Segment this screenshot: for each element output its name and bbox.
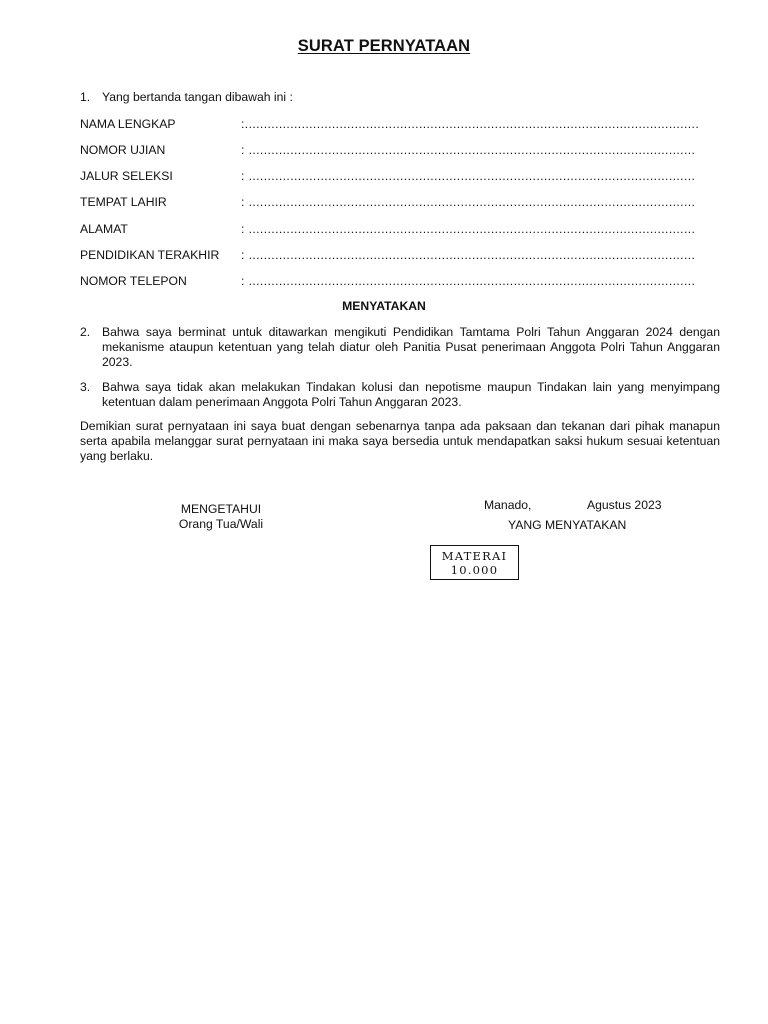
signature-left-line1: MENGETAHUI	[180, 502, 262, 516]
field-jalur-seleksi	[80, 169, 720, 185]
field-label: NAMA LENGKAP	[80, 117, 176, 131]
materai-stamp-box	[430, 545, 519, 580]
statement-point-2	[80, 325, 720, 370]
field-label: ALAMAT	[80, 222, 128, 236]
stamp-line2: 10.000	[450, 563, 499, 577]
field-value: : ......................................................................................................................	[241, 195, 696, 209]
intro-number: 1.	[80, 90, 91, 104]
field-value: : ......................................................................................................................	[241, 274, 696, 288]
field-nomor-ujian	[80, 143, 720, 159]
document-title: SURAT PERNYATAAN	[297, 37, 471, 55]
point-number: 3.	[80, 380, 91, 394]
field-value: : ......................................................................................................................	[241, 222, 696, 236]
intro-text: Yang bertanda tangan dibawah ini :	[102, 90, 293, 104]
signature-block-parent	[165, 502, 277, 532]
field-label: TEMPAT LAHIR	[80, 195, 167, 209]
field-nama-lengkap	[80, 117, 720, 133]
field-value: : ......................................................................................................................	[241, 143, 696, 157]
stamp-line1: MATERAI	[441, 549, 508, 563]
closing-paragraph: Demikian surat pernyataan ini saya buat dengan sebenarnya tanpa ada paksaan dan tekanan dari pihak manapun serta apabila melanggar surat pernyataan ini maka saya bersedia untuk mendapatkan saksi hukum sesuai ketentuan yang berlaku.	[80, 419, 720, 463]
point-text: Bahwa saya berminat untuk ditawarkan mengikuti Pendidikan Tamtama Polri Tahun Anggaran 2024 dengan mekanisme ataupun ketentuan yang telah diatur oleh Panitia Pusat penerimaan Anggota Polri Tahun Anggaran 2023.	[102, 325, 720, 369]
field-value: : ......................................................................................................................	[241, 248, 696, 262]
signature-left-line2: Orang Tua/Wali	[178, 517, 264, 531]
field-pendidikan-terakhir	[80, 248, 720, 264]
signature-date: Agustus 2023	[587, 498, 662, 512]
field-label: NOMOR TELEPON	[80, 274, 187, 288]
point-text: Bahwa saya tidak akan melakukan Tindakan kolusi dan nepotisme maupun Tindakan lain yang menyimpang ketentuan dalam penerimaan Anggota Polri Tahun Anggaran 2023.	[102, 380, 720, 409]
statement-point-3	[80, 380, 720, 410]
field-value: :........................................................................................................................	[241, 117, 700, 131]
field-tempat-lahir	[80, 195, 720, 211]
signature-place: Manado,	[484, 498, 532, 512]
field-nomor-telepon	[80, 274, 720, 290]
field-alamat	[80, 222, 720, 238]
field-label: NOMOR UJIAN	[80, 143, 166, 157]
field-label: PENDIDIKAN TERAKHIR	[80, 248, 220, 262]
field-value: : ......................................................................................................................	[241, 169, 696, 183]
field-label: JALUR SELEKSI	[80, 169, 173, 183]
declaration-heading: MENYATAKAN	[342, 299, 426, 313]
signature-right-label: YANG MENYATAKAN	[508, 518, 627, 532]
point-number: 2.	[80, 325, 91, 339]
intro-line	[80, 90, 293, 104]
